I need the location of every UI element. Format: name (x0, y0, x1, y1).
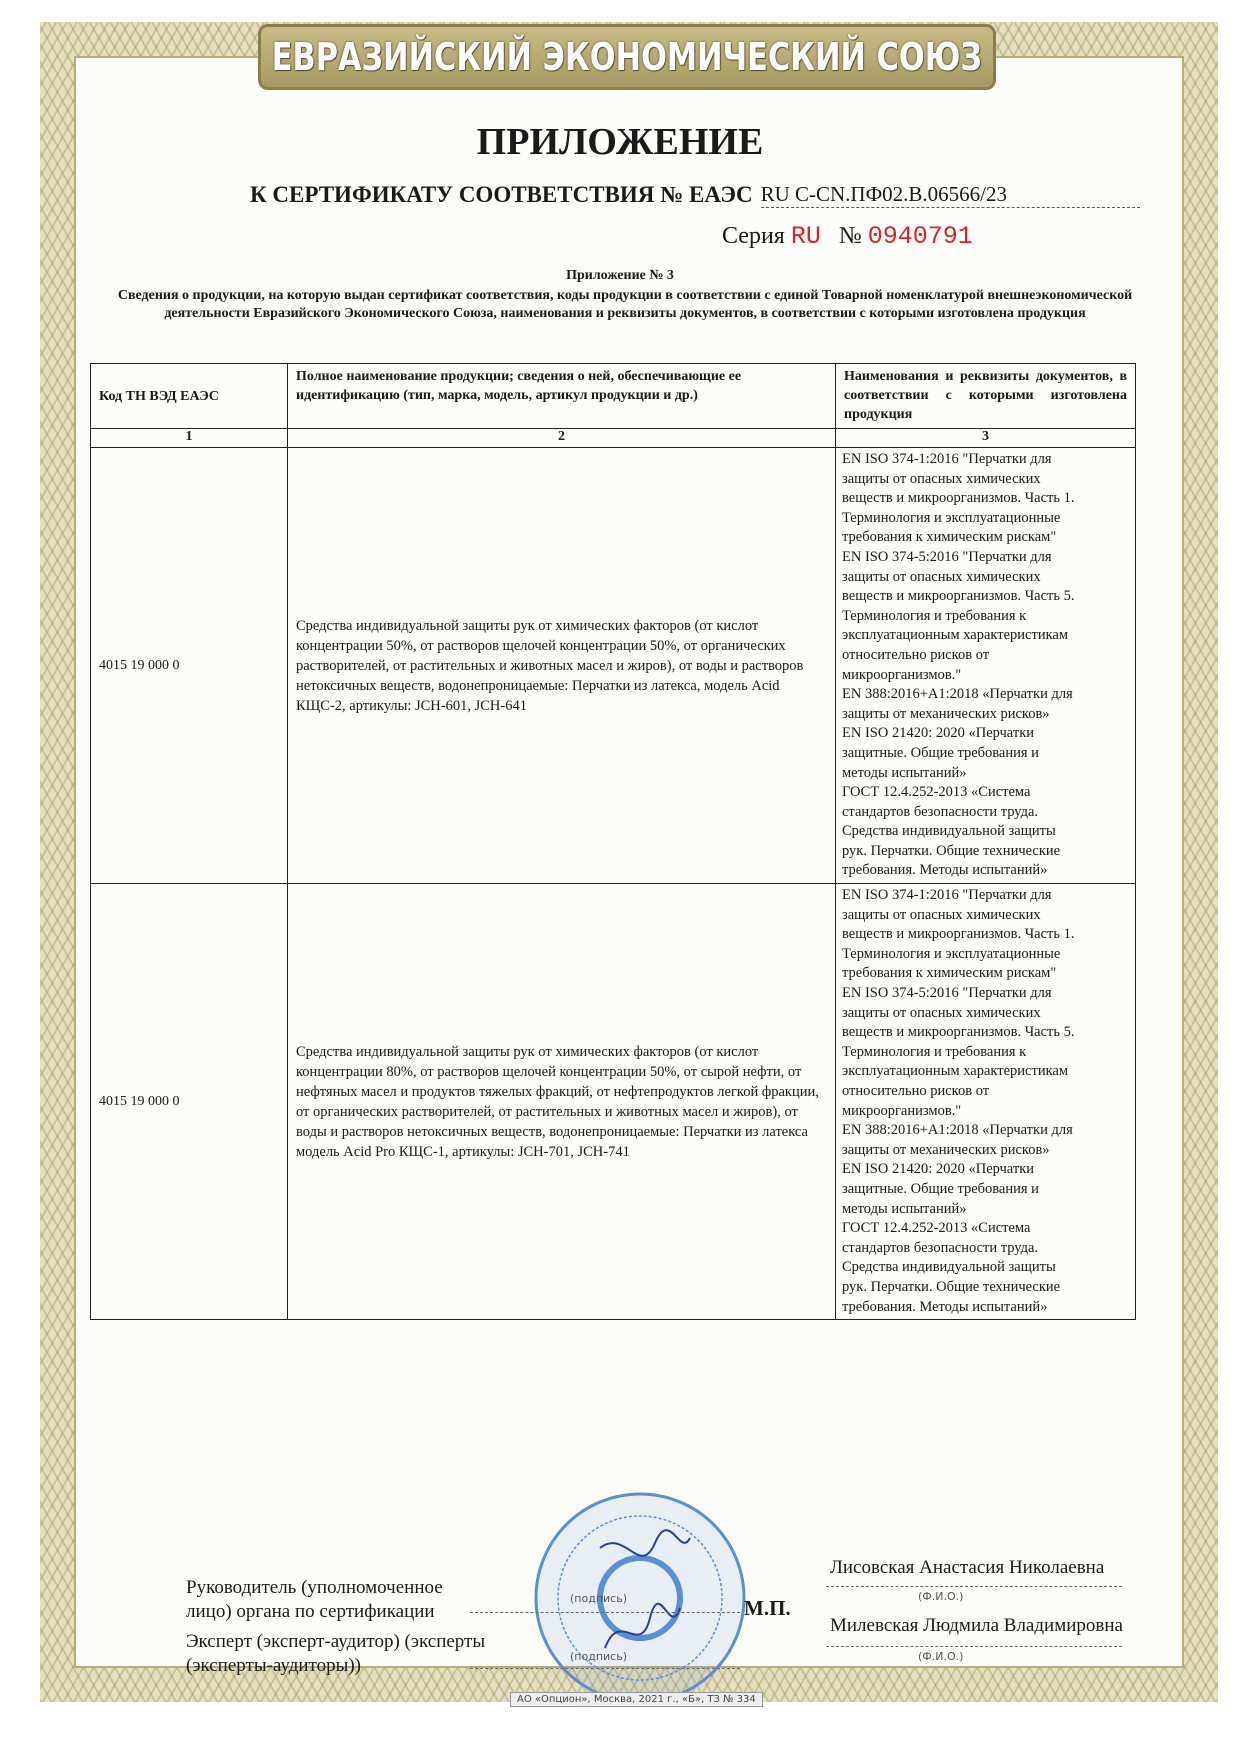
name-caption: (Ф.И.О.) (918, 1590, 964, 1603)
column-number: 1 (91, 429, 288, 448)
page-title: ПРИЛОЖЕНИЕ (476, 121, 764, 163)
series-value: RU (790, 222, 821, 251)
column-number: 3 (836, 429, 1136, 448)
name-caption: (Ф.И.О.) (918, 1650, 964, 1663)
product-documents: EN ISO 374-1:2016 "Перчатки для защиты от опасных химических веществ и микроорганизмов. Часть 1. Терминология и эксплуатационные требования к химическим рискам" EN ISO 374-5:2016 "Перчатки для защиты от опасных химических веществ и микроорганизмов. Часть 5. Терминология и требования к эксплуатационным характеристикам относительно рисков от микроорганизмов." EN 388:2016+A1:2018 «Перчатки для защиты от механических рисков» EN ISO 21420: 2020 «Перчатки защитные. Общие требования и методы испытаний» ГОСТ 12.4.252-2013 «Система стандартов безопасности труда. Средства индивидуальной защиты рук. Перчатки. Общие технические требования. Методы испытаний» (836, 448, 1136, 884)
printer-imprint: АО «Опцион», Москва, 2021 г., «Б», ТЗ № 334 (510, 1692, 763, 1707)
name-line (826, 1646, 1122, 1647)
table-row (91, 448, 1136, 884)
product-description: Средства индивидуальной защиты рук от химических факторов (от кислот концентрации 50%, от растворов щелочей концентрации 50%, от органических растворителей, от растительных и животных масел и жиров), от воды и растворов нетоксичных веществ, водонепроницаемые: Перчатки из латекса, модель Acid КЩС-2, артикулы: JCH-601, JCH-641 (288, 448, 836, 884)
series-label: Серия (722, 223, 785, 249)
signature-caption: (подпись) (570, 1650, 627, 1663)
header-description: Полное наименование продукции; сведения о ней, обеспечивающие ее идентификацию (тип, марка, модель, артикул продукции и др.) (288, 364, 836, 429)
table-header (91, 364, 1136, 429)
name-line (826, 1586, 1122, 1587)
certificate-number: RU C-CN.ПФ02.В.06566/23 (761, 182, 1140, 208)
certificate-line (250, 182, 1140, 208)
signature-line (470, 1612, 740, 1613)
column-numbers (91, 429, 1136, 448)
union-banner (258, 24, 996, 90)
expert-name: Милевская Людмила Владимировна (830, 1615, 1123, 1636)
certificate-label: К СЕРТИФИКАТУ СООТВЕТСТВИЯ № ЕАЭС (250, 182, 753, 207)
head-label: Руководитель (уполномоченное лицо) органа по сертификации (186, 1577, 443, 1622)
expert-label: Эксперт (эксперт-аудитор) (эксперты (эксперты-аудиторы)) (186, 1631, 486, 1676)
signature-caption: (подпись) (570, 1592, 627, 1605)
appendix-title: Приложение № 3 (566, 268, 674, 283)
product-code: 4015 19 000 0 (91, 884, 288, 1320)
table-row (91, 884, 1136, 1320)
number-label: № (838, 223, 862, 249)
product-code: 4015 19 000 0 (91, 448, 288, 884)
stamp-place-label: М.П. (744, 1596, 791, 1620)
products-table (90, 363, 1136, 1320)
head-name: Лисовская Анастасия Николаевна (830, 1557, 1105, 1578)
certification-stamp-icon (530, 1488, 750, 1708)
series-line (722, 222, 973, 251)
signature-line (470, 1668, 740, 1669)
header-code: Код ТН ВЭД ЕАЭС (91, 364, 288, 429)
appendix-intro: Сведения о продукции, на которую выдан сертификат соответствия, коды продукции в соответствии с единой Товарной номенклатурой внешнеэкономической деятельности Евразийского Экономического Союза, наименования и реквизиты документов, в соответствии с которыми изготовлена продукция (117, 288, 1133, 321)
header-documents: Наименования и реквизиты документов, в соответствии с которыми изготовлена продукция (836, 364, 1136, 429)
union-banner-text: ЕВРАЗИЙСКИЙ ЭКОНОМИЧЕСКИЙ СОЮЗ (271, 35, 983, 79)
column-number: 2 (288, 429, 836, 448)
number-value: 0940791 (867, 222, 973, 251)
product-documents: EN ISO 374-1:2016 "Перчатки для защиты от опасных химических веществ и микроорганизмов. Часть 1. Терминология и эксплуатационные требования к химическим рискам" EN ISO 374-5:2016 "Перчатки для защиты от опасных химических веществ и микроорганизмов. Часть 5. Терминология и требования к эксплуатационным характеристикам относительно рисков от микроорганизмов." EN 388:2016+A1:2018 «Перчатки для защиты от механических рисков» EN ISO 21420: 2020 «Перчатки защитные. Общие требования и методы испытаний» ГОСТ 12.4.252-2013 «Система стандартов безопасности труда. Средства индивидуальной защиты рук. Перчатки. Общие технические требования. Методы испытаний» (836, 884, 1136, 1320)
product-description: Средства индивидуальной защиты рук от химических факторов (от кислот концентрации 80%, от растворов щелочей концентрации 50%, от сырой нефти, от нефтяных масел и продуктов тяжелых фракций, от нефтепродуктов легкой фракции, от органических растворителей, от растительных и животных масел и жиров), от воды и растворов нетоксичных веществ, водонепроницаемые: Перчатки из латекса модель Acid Pro КЩС-1, артикулы: JCH-701, JCH-741 (288, 884, 836, 1320)
